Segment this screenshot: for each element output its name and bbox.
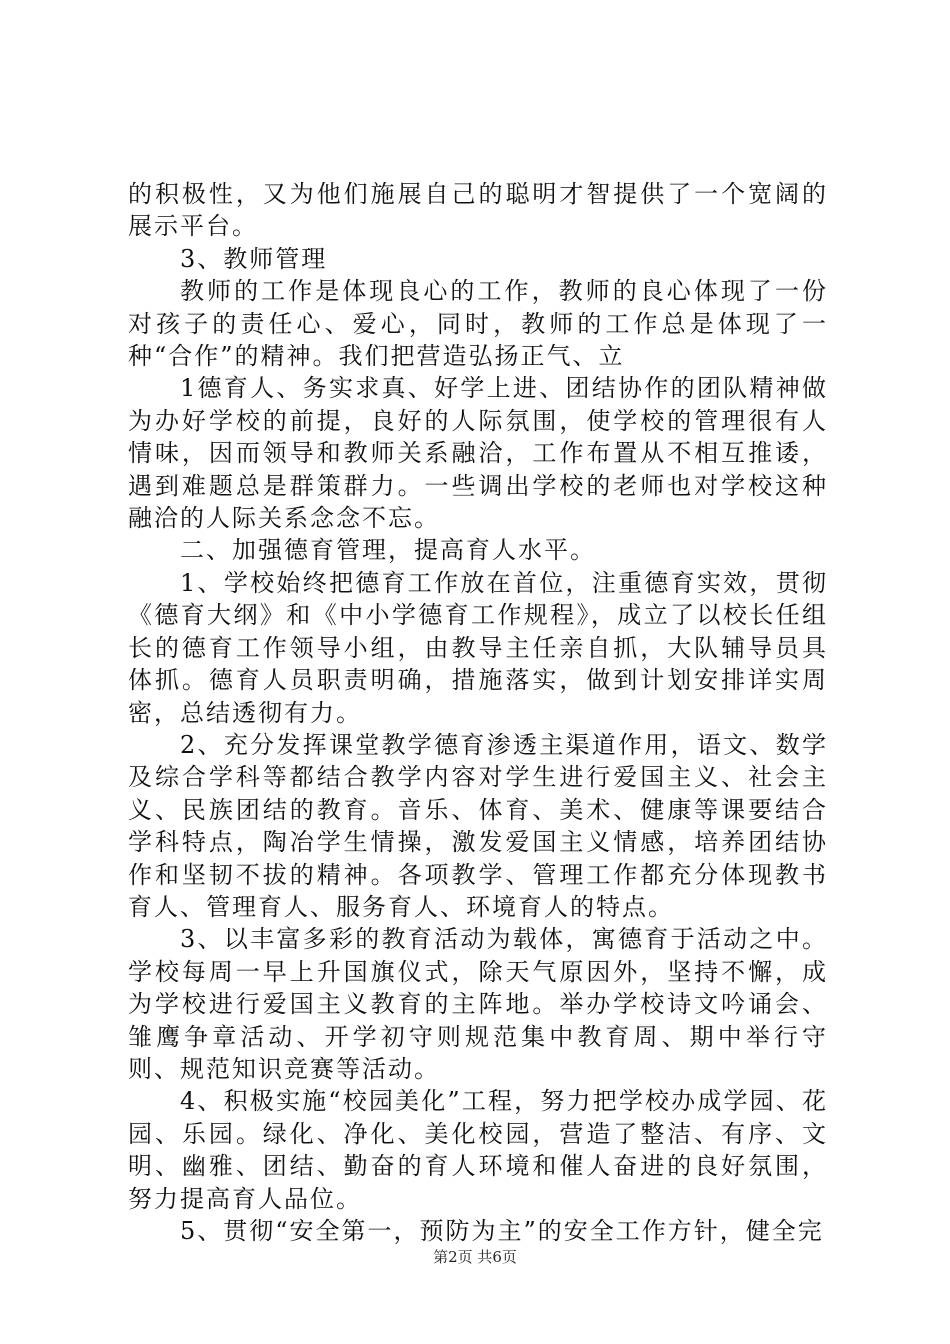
paragraph: 2、充分发挥课堂教学德育渗透主渠道作用，语文、数学及综合学科等都结合教学内容对学生进行爱国主义、社会主义、民族团结的教育。音乐、体育、美术、健康等课要结合学科特点，陶冶学生情操，激发爱国主义情感，培养团结协作和坚韧不拔的精神。各项教学、管理工作都充分体现教书育人、管理育人、服务育人、环境育人的特点。 xyxy=(128,730,828,921)
paragraph: 1德育人、务实求真、好学上进、团结协作的团队精神做为办好学校的前提，良好的人际氛围，使学校的管理很有人情味，因而领导和教师关系融洽，工作布置从不相互推诿，遇到难题总是群策群力。一些调出学校的老师也对学校这种融洽的人际关系念念不忘。 xyxy=(128,374,828,533)
document-body xyxy=(128,178,828,1247)
paragraph: 4、积极实施“校园美化”工程，努力把学校办成学园、花园、乐园。绿化、净化、美化校园，营造了整洁、有序、文明、幽雅、团结、勤奋的育人环境和催人奋进的良好氛围，努力提高育人品位。 xyxy=(128,1087,828,1213)
paragraph: 二、加强德育管理，提高育人水平。 xyxy=(180,536,596,565)
paragraph: 5、贯彻“安全第一，预防为主”的安全工作方针，健全完 xyxy=(180,1217,824,1245)
paragraph: 3、教师管理 xyxy=(180,244,328,273)
paragraph: 1、学校始终把德育工作放在首位，注重德育实效，贯彻《德育大纲》和《中小学德育工作规程》，成立了以校长任组长的德育工作领导小组，由教导主任亲自抓，大队辅导员具体抓。德育人员职责明确，措施落实，做到计划安排详实周密，总结透彻有力。 xyxy=(128,568,828,727)
paragraph: 的积极性，又为他们施展自己的聪明才智提供了一个宽阔的展示平台。 xyxy=(128,180,828,241)
paragraph: 教师的工作是体现良心的工作，教师的良心体现了一份对孩子的责任心、爱心，同时，教师的工作总是体现了一种“合作”的精神。我们把营造弘扬正气、立 xyxy=(128,277,828,371)
page-number: 第2页 共6页 xyxy=(433,1248,517,1266)
paragraph: 3、以丰富多彩的教育活动为载体，寓德育于活动之中。学校每周一早上升国旗仪式，除天气原因外，坚持不懈，成为学校进行爱国主义教育的主阵地。举办学校诗文吟诵会、雏鹰争章活动、开学初守则规范集中教育周、期中举行守则、规范知识竞赛等活动。 xyxy=(128,925,828,1083)
page-footer xyxy=(0,1246,950,1267)
